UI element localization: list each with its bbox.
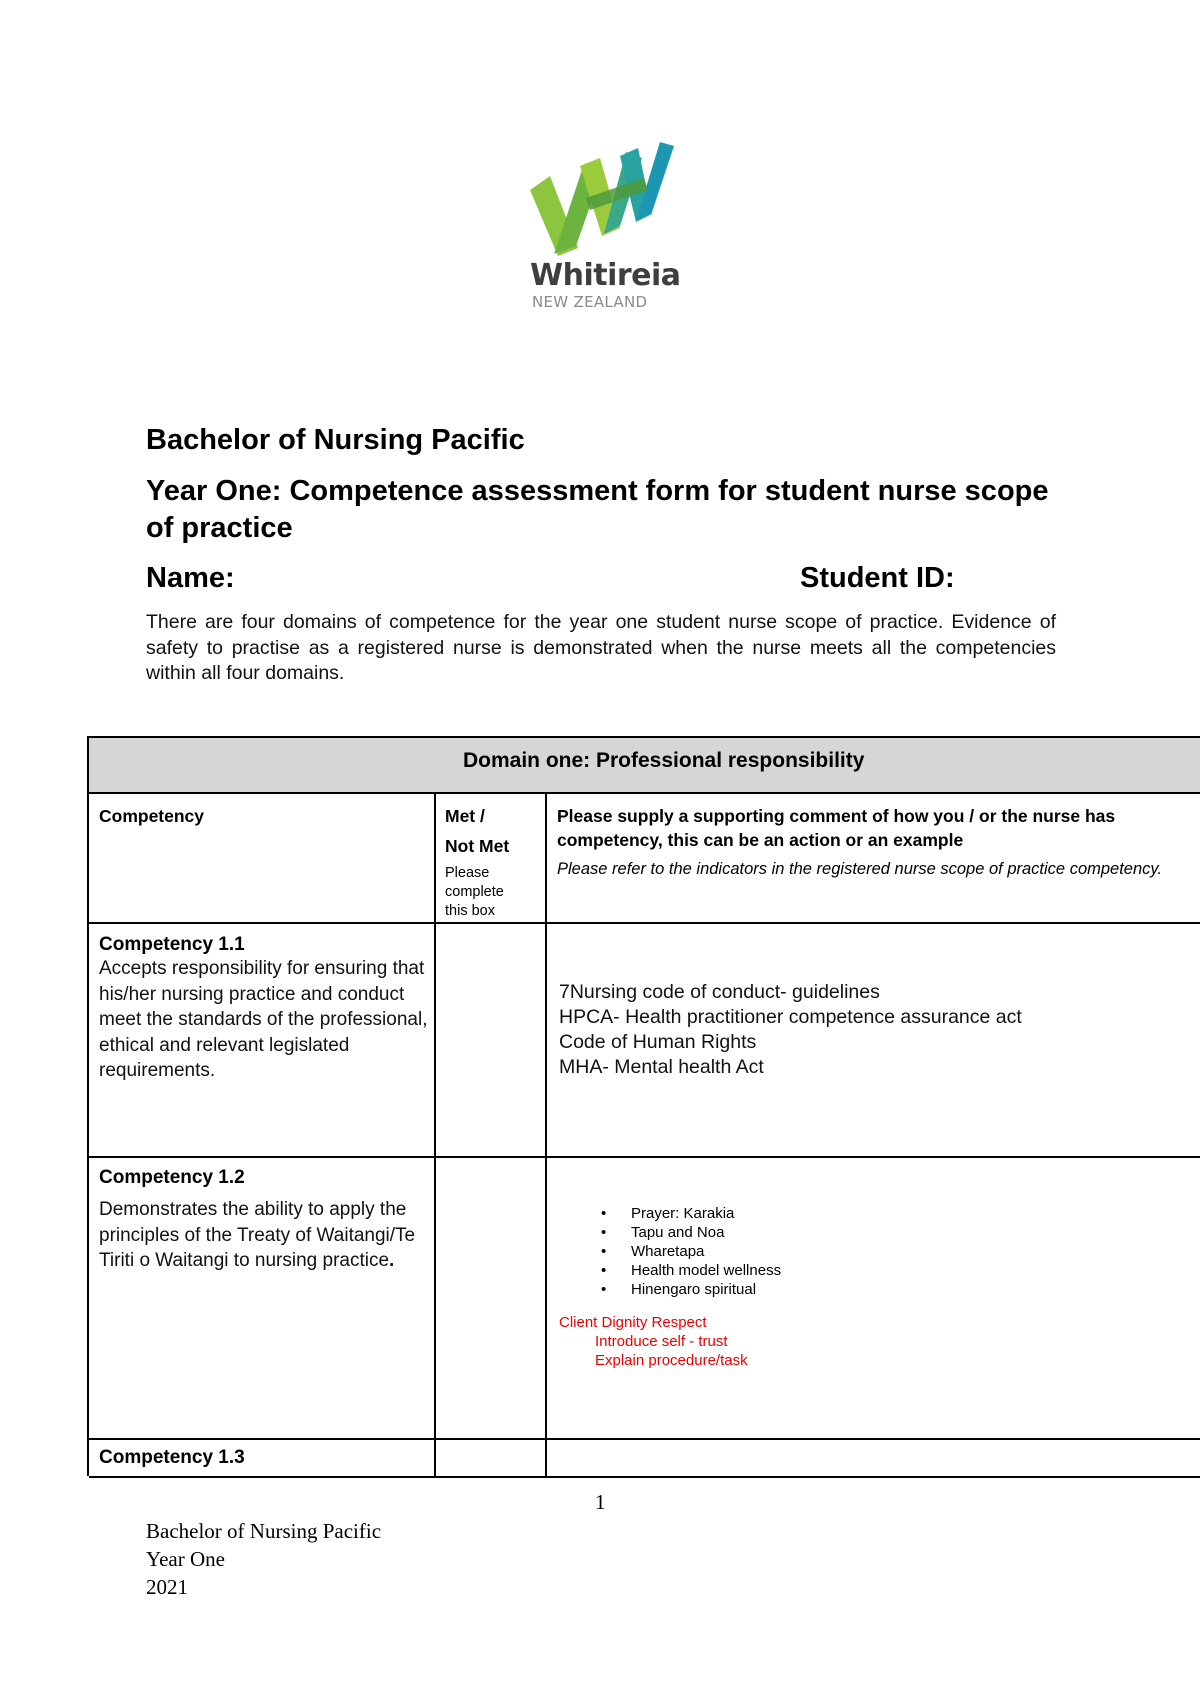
- competency-table: [87, 736, 1200, 1476]
- met-note-line: Please: [445, 865, 490, 881]
- column-header-met: [445, 804, 541, 921]
- evidence-line: MHA- Mental health Act: [559, 1056, 764, 1078]
- student-id-label: Student ID:: [800, 562, 955, 594]
- domain-title: Domain one: Professional responsibility: [463, 749, 865, 772]
- met-input-1-1[interactable]: [437, 926, 543, 1154]
- competency-description-text: Demonstrates the ability to apply the principles of the Treaty of Waitangi/Te Tiriti o Waitangi to nursing practice: [99, 1199, 416, 1271]
- evidence-line: Code of Human Rights: [559, 1031, 757, 1053]
- met-input-1-2[interactable]: [437, 1160, 543, 1436]
- competency-description-end: .: [389, 1250, 395, 1271]
- bullet-item: • Tapu and Noa: [559, 1223, 1179, 1242]
- column-header-competency: Competency: [99, 806, 205, 826]
- competency-title: Competency 1.2: [99, 1167, 245, 1188]
- evidence-1-2[interactable]: [559, 1204, 1179, 1370]
- bullet-item: • Health model wellness: [559, 1261, 1179, 1280]
- not-met-label: Not Met: [445, 836, 510, 856]
- column-header-comment: [557, 804, 1200, 880]
- row-divider: [89, 922, 1200, 924]
- evidence-line: 7Nursing code of conduct- guidelines: [559, 981, 880, 1003]
- bullet-item: • Prayer: Karakia: [559, 1204, 1179, 1223]
- evidence-1-1[interactable]: [559, 980, 1179, 1080]
- red-item: Explain procedure/task: [595, 1352, 748, 1369]
- comment-header-line: competency, this can be an action or an example: [557, 830, 964, 850]
- footer-line: 2021: [146, 1575, 188, 1599]
- comment-header-line: Please supply a supporting comment of how you / or the nurse has: [557, 806, 1116, 826]
- bullet-item: • Wharetapa: [559, 1242, 1179, 1261]
- logo-wordmark: Whitireia: [530, 258, 681, 293]
- column-divider: [434, 794, 436, 1476]
- page-number: 1: [595, 1490, 606, 1514]
- evidence-line: HPCA- Health practitioner competence assurance act: [559, 1006, 1022, 1028]
- comment-instruction: Please refer to the indicators in the registered nurse scope of practice competency.: [557, 860, 1163, 878]
- row-divider: [89, 1476, 1200, 1478]
- evidence-bullets: [559, 1204, 1179, 1299]
- competency-title: Competency 1.1: [99, 934, 245, 955]
- logo-subtitle: NEW ZEALAND: [532, 293, 648, 311]
- competency-description: Accepts responsibility for ensuring that his/her nursing practice and conduct meet the standards of the professional, ethical and relevant legislated requirements.: [99, 958, 428, 1081]
- competency-1-1: [99, 934, 429, 1084]
- row-divider: [89, 1156, 1200, 1158]
- met-label: Met /: [445, 806, 485, 826]
- domain-header: [89, 738, 1200, 794]
- met-note-line: complete: [445, 884, 504, 900]
- bullet-item: • Hinengaro spiritual: [559, 1280, 1179, 1299]
- competency-1-2: [99, 1167, 429, 1274]
- red-heading: Client Dignity Respect: [559, 1314, 707, 1331]
- page-footer: [146, 1517, 381, 1601]
- met-note-line: this box: [445, 903, 495, 919]
- red-item: Introduce self - trust: [595, 1333, 728, 1350]
- document-title: Bachelor of Nursing Pacific: [146, 424, 525, 456]
- column-divider: [545, 794, 547, 1476]
- name-label: Name:: [146, 562, 235, 594]
- footer-line: Year One: [146, 1547, 225, 1571]
- document-subtitle: Year One: Competence assessment form for student nurse scope of practice: [146, 475, 1049, 544]
- competency-description: [99, 1197, 429, 1274]
- footer-line: Bachelor of Nursing Pacific: [146, 1519, 382, 1543]
- intro-paragraph: There are four domains of competence for the year one student nurse scope of practice. Evidence of safety to practise as a registered nurse is demonstrated when the nurse meets all the competencies within all four domains.: [146, 611, 1056, 684]
- row-divider: [89, 1438, 1200, 1440]
- competency-1-3-title: Competency 1.3: [99, 1447, 245, 1468]
- met-input-1-3[interactable]: [437, 1442, 543, 1474]
